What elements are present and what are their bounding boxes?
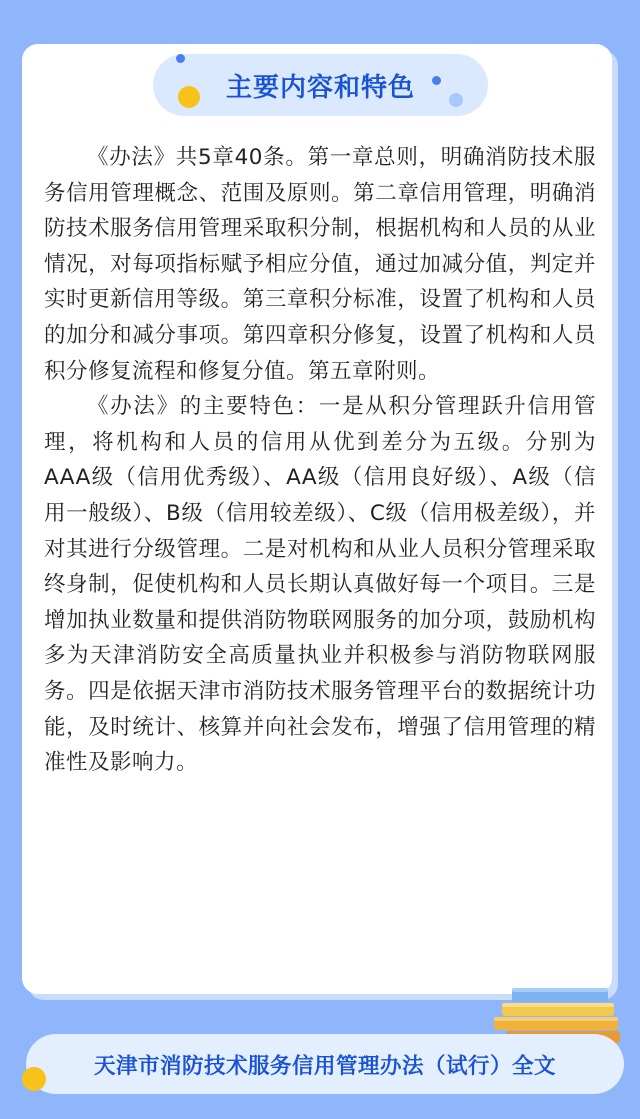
section-title-pill (153, 54, 488, 116)
paragraph-features: 《办法》的主要特色：一是从积分管理跃升信用管理，将机构和人员的信用从优到差分为五级。分别为AAA级（信用优秀级）、AA级（信用良好级）、A级（信用一般级）、B级（信用较差级）、C级（信用极差级），并对其进行分级管理。二是对机构和从业人员积分管理采取终身制，促使机构和人员长期认真做好每一个项目。三是增加执业数量和提供消防物联网服务的加分项，鼓励机构多为天津消防安全高质量执业并积极参与消防物联网服务。四是依据天津市消防技术服务管理平台的数据统计功能，及时统计、核算并向社会发布，增强了信用管理的精准性及影响力。 (44, 394, 596, 776)
section-title: 主要内容和特色 (225, 72, 415, 103)
decor-dot-blue-small (176, 54, 185, 63)
decor-dot-yellow (178, 86, 200, 108)
decor-dot-light (449, 93, 463, 107)
full-text-link-banner[interactable] (26, 1034, 624, 1094)
article-body (44, 140, 596, 781)
full-text-link[interactable]: 天津市消防技术服务信用管理办法（试行）全文 (93, 1053, 556, 1079)
decor-dot-blue-right (432, 76, 441, 85)
paragraph-structure: 《办法》共5章40条。第一章总则，明确消防技术服务信用管理概念、范围及原则。第二章信用管理，明确消防技术服务信用管理采取积分制，根据机构和人员的从业情况，对每项指标赋予相应分值，通过加减分值，判定并实时更新信用等级。第三章积分标准，设置了机构和人员的加分和减分事项。第四章积分修复，设置了机构和人员积分修复流程和修复分值。第五章附则。 (44, 145, 596, 384)
decor-dot-yellow-bottom (22, 1067, 46, 1091)
